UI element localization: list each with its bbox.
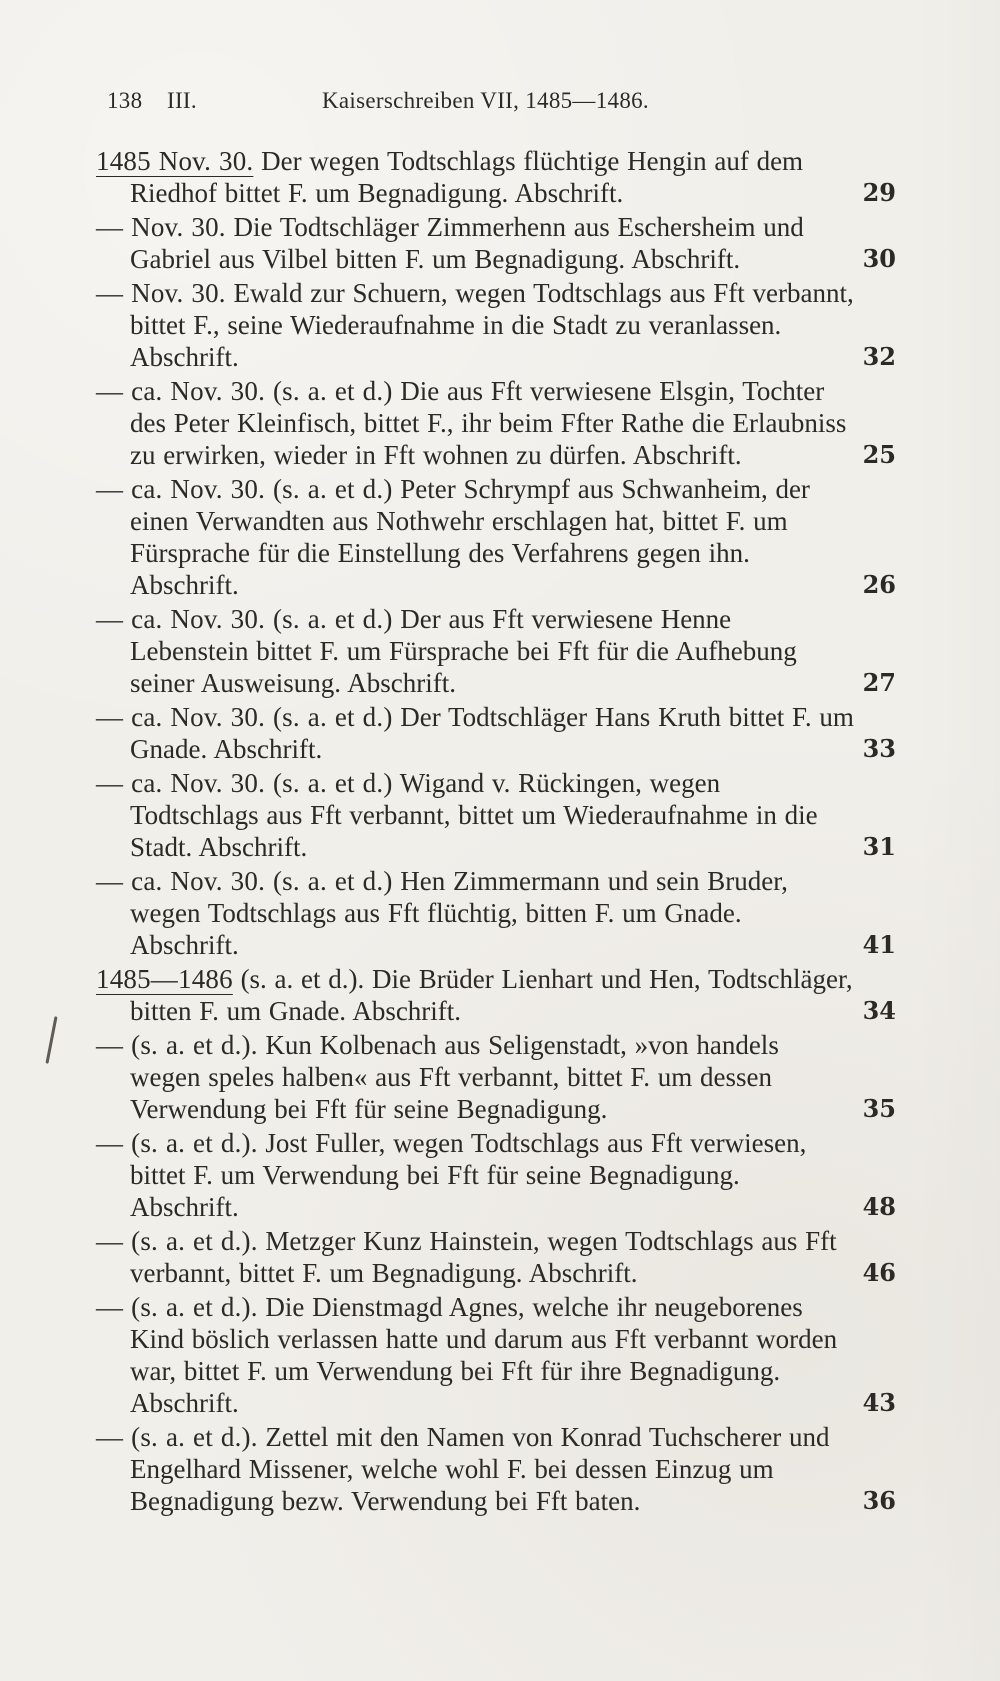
entry-text: Die Dienstmagd Agnes, welche ihr neugeborenes Kind böslich verlassen hatte und darum aus Fft verbannt worden war, bittet F. um Verwendung bei Fft für ihre Begnadigung. Abschrift.	[130, 1292, 838, 1418]
entry-date: — ca. Nov. 30. (s. a. et d.)	[96, 376, 393, 406]
entry-date: — ca. Nov. 30. (s. a. et d.)	[96, 604, 393, 634]
entry-number: 43	[862, 1388, 896, 1417]
entry-ewald-zur-schuern	[96, 277, 896, 373]
entry-1485-11-30-hengin	[96, 145, 896, 209]
margin-mark	[45, 1016, 57, 1064]
entry-text: Der Todtschläger Hans Kruth bittet F. um Gnade. Abschrift.	[130, 702, 854, 764]
entry-zimmerhenn-gabriel	[96, 211, 896, 275]
entry-date: — Nov. 30.	[96, 278, 226, 308]
entry-peter-schrympf	[96, 473, 896, 601]
entry-text: Hen Zimmermann und sein Bruder, wegen Todtschlags aus Fft flüchtig, bitten F. um Gnade. Abschrift.	[130, 866, 788, 960]
entry-text: Wigand v. Rückingen, wegen Todtschlags aus Fft verbannt, bittet um Wiederaufnahme in die Stadt. Abschrift.	[130, 768, 818, 862]
entry-date: — (s. a. et d.).	[96, 1226, 258, 1256]
entry-wigand-v-rueckingen	[96, 767, 896, 863]
entry-number: 41	[862, 930, 896, 959]
entry-number: 33	[862, 734, 896, 763]
entry-list	[96, 145, 896, 1525]
entry-text: Der wegen Todtschlags flüchtige Hengin auf dem Riedhof bittet F. um Begnadigung. Abschrift.	[130, 146, 804, 208]
entry-date-suffix: (s. a. et d.).	[240, 964, 365, 994]
entry-hen-zimmermann	[96, 865, 896, 961]
entry-text: Peter Schrympf aus Schwanheim, der einen Verwandten aus Nothwehr erschlagen hat, bittet F. um Fürsprache für die Einstellung des Verfahrens gegen ihn. Abschrift.	[130, 474, 810, 600]
entry-agnes	[96, 1291, 896, 1419]
entry-text: Der aus Fft verwiesene Henne Lebenstein bittet F. um Fürsprache bei Fft für die Aufhebung seiner Ausweisung. Abschrift.	[130, 604, 797, 698]
entry-number: 31	[862, 832, 896, 861]
entry-kun-kolbenach	[96, 1029, 896, 1125]
entry-number: 26	[862, 570, 896, 599]
entry-date: — (s. a. et d.).	[96, 1128, 258, 1158]
entry-date: — ca. Nov. 30. (s. a. et d.)	[96, 768, 393, 798]
entry-jost-fuller	[96, 1127, 896, 1223]
entry-text: Kun Kolbenach aus Seligenstadt, »von handels wegen speles halben« aus Fft verbannt, bittet F. um dessen Verwendung bei Fft für seine Begnadigung.	[130, 1030, 779, 1124]
entry-number: 32	[862, 342, 896, 371]
entry-henne-lebenstein	[96, 603, 896, 699]
entry-date: 1485 Nov. 30.	[96, 146, 254, 176]
running-title: Kaiserschreiben VII, 1485—1486.	[322, 88, 649, 113]
running-header	[107, 88, 907, 122]
entry-number: 35	[862, 1094, 896, 1123]
entry-date: — Nov. 30.	[96, 212, 226, 242]
entry-tuchscherer-missener	[96, 1421, 896, 1517]
entry-number: 25	[862, 440, 896, 469]
page-number: 138	[107, 88, 143, 113]
entry-date: — ca. Nov. 30. (s. a. et d.)	[96, 702, 393, 732]
entry-number: 36	[862, 1486, 896, 1515]
entry-text: Jost Fuller, wegen Todtschlags aus Fft verwiesen, bittet F. um Verwendung bei Fft für seine Begnadigung. Abschrift.	[130, 1128, 807, 1222]
entry-date: — (s. a. et d.).	[96, 1292, 258, 1322]
entry-elsgin	[96, 375, 896, 471]
entry-date: — (s. a. et d.).	[96, 1030, 258, 1060]
entry-number: 29	[862, 178, 896, 207]
entry-text: Zettel mit den Namen von Konrad Tuchscherer und Engelhard Missener, welche wohl F. bei dessen Einzug um Begnadigung bezw. Verwendung bei Fft baten.	[130, 1422, 830, 1516]
entry-text: Die aus Fft verwiesene Elsgin, Tochter des Peter Kleinfisch, bittet F., ihr beim Ffter Rathe die Erlaubniss zu erwirken, wieder in Fft wohnen zu dürfen. Abschrift.	[130, 376, 847, 470]
entry-number: 46	[862, 1258, 896, 1287]
entry-date: — ca. Nov. 30. (s. a. et d.)	[96, 866, 393, 896]
entry-text: Die Brüder Lienhart und Hen, Todtschläger, bitten F. um Gnade. Abschrift.	[130, 964, 853, 1026]
entry-number: 30	[862, 244, 896, 273]
entry-number: 34	[862, 996, 896, 1025]
section-number: III.	[167, 88, 197, 113]
entry-text: Die Todtschläger Zimmerhenn aus Eschersheim und Gabriel aus Vilbel bitten F. um Begnadigung. Abschrift.	[130, 212, 804, 274]
entry-date: — (s. a. et d.).	[96, 1422, 258, 1452]
entry-kunz-hainstein	[96, 1225, 896, 1289]
entry-lienhart-hen	[96, 963, 896, 1027]
entry-number: 27	[862, 668, 896, 697]
entry-date: — ca. Nov. 30. (s. a. et d.)	[96, 474, 393, 504]
entry-hans-kruth	[96, 701, 896, 765]
entry-text: Metzger Kunz Hainstein, wegen Todtschlags aus Fft verbannt, bittet F. um Begnadigung. Abschrift.	[130, 1226, 837, 1288]
entry-number: 48	[862, 1192, 896, 1221]
page-shadow	[912, 0, 1000, 1681]
entry-text: Ewald zur Schuern, wegen Todtschlags aus Fft verbannt, bittet F., seine Wiederaufnahme in die Stadt zu veranlassen. Abschrift.	[130, 278, 854, 372]
entry-date: 1485—1486	[96, 964, 233, 994]
